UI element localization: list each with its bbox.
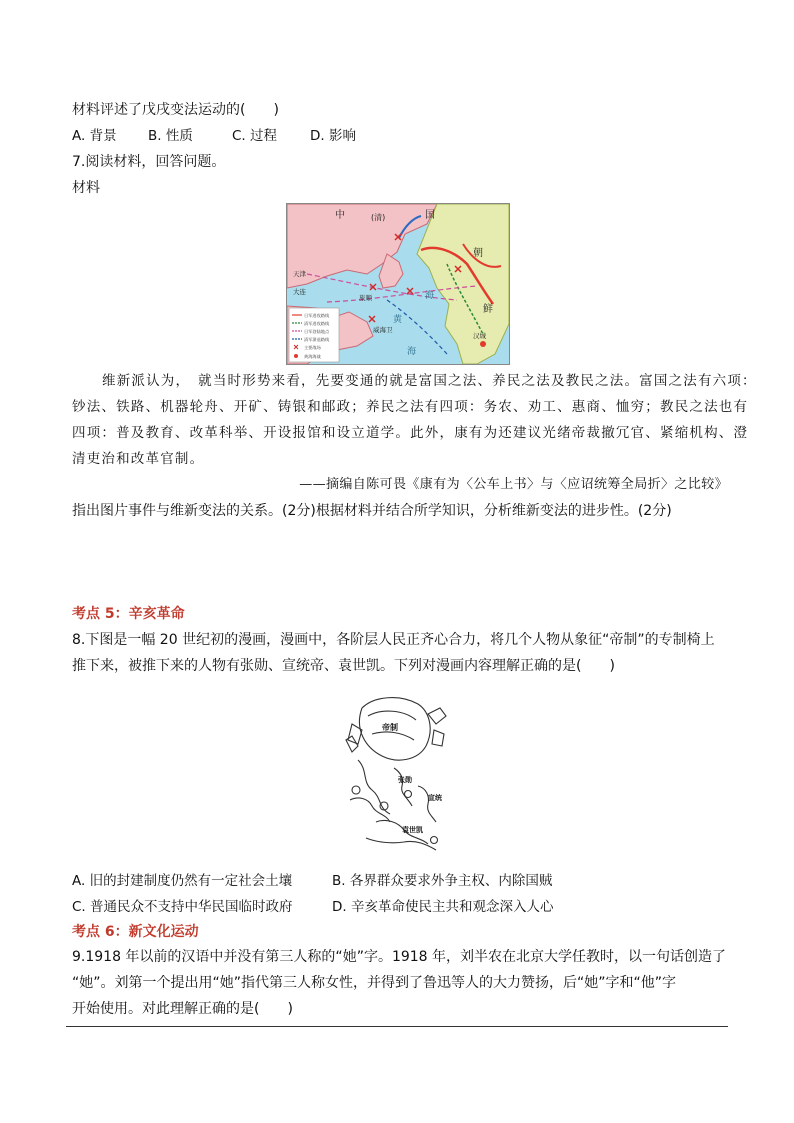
crowd-head-1	[352, 786, 360, 794]
crowd-head-4	[431, 837, 438, 844]
q8-stem-line-1: 8.下图是一幅 20 世纪初的漫画，漫画中，各阶层人民正齐心合力，将几个人物从象征“帝制”的专制椅上	[72, 632, 715, 648]
xuantong-figure	[418, 786, 436, 822]
q8-option-a: A. 旧的封建制度仍然有一定社会土壤	[72, 873, 293, 889]
map-graphic	[287, 204, 509, 364]
figure-right-2	[432, 730, 444, 746]
q7-question: 指出图片事件与维新变法的关系。(2分)根据材料并结合所学知识，分析维新变法的进步性。(2分)	[72, 503, 672, 519]
label-guo: 国	[425, 210, 435, 221]
q7-quote-line-2: 钞法、铁路、机器轮舟、开矿、铸银和邮政；养民之法有四项：务农、劝工、惠商、恤穷；教民之法也有	[72, 399, 749, 415]
label-sea-2: 海	[407, 347, 417, 357]
hancheng-dot	[480, 341, 486, 347]
legend-text-4: 清军溃退路线	[304, 337, 330, 342]
label-sea-3: 海	[425, 291, 435, 301]
q7-stem: 7.阅读材料，回答问题。	[72, 154, 226, 170]
footer-divider	[66, 1026, 728, 1027]
label-china: 中	[335, 210, 345, 221]
q7-source: ——摘编自陈可畏《康有为〈公车上书〉与〈应诏统筹全局折〉之比较》	[299, 477, 728, 492]
q8-option-c: C. 普通民众不支持中华民国临时政府	[72, 899, 293, 915]
q7-quote-line-4: 清吏治和改革官制。	[72, 451, 205, 467]
map-legend	[289, 308, 339, 362]
legend-text-1: 日军进攻路线	[304, 313, 330, 318]
sino-japanese-war-map	[286, 203, 510, 365]
q7-quote-line-3: 四项：普及教育、改革科举、开设报馆和设立道学。此外，康有为还建议光绪帝裁撤冗官、紧缩机构、澄	[72, 425, 749, 441]
q6-option-c: C. 过程	[232, 128, 278, 144]
label-zhangxun: 张勋	[398, 776, 412, 784]
cartoon-graphic	[338, 690, 456, 856]
q8-option-b: B. 各界群众要求外争主权、内除国贼	[332, 873, 553, 889]
label-hancheng: 汉城	[473, 332, 486, 340]
throne-detail-1	[368, 711, 416, 720]
kp6-heading: 考点 6：新文化运动	[72, 924, 199, 940]
label-xian: 鲜	[483, 304, 493, 315]
label-xuantong: 宣统	[428, 794, 442, 802]
crowd-head-3	[405, 791, 412, 798]
q6-stem: 材料评述了戊戌变法运动的( )	[72, 102, 279, 118]
q8-option-d: D. 辛亥革命使民主共和观念深入人心	[332, 899, 554, 915]
label-lushun: 旅顺	[359, 294, 372, 302]
figure-right	[428, 708, 446, 724]
q6-option-a: A. 背景	[72, 128, 117, 144]
label-weihaiwei: 威海卫	[373, 326, 393, 334]
q9-line-2: “她”。刘第一个提出用“她”指代第三人称女性，并得到了鲁迅等人的大力赞扬，后“她”字和“他”字	[72, 975, 677, 991]
legend-text-2: 清军进攻路线	[304, 321, 330, 326]
label-yuanshikai: 袁世凯	[402, 826, 423, 834]
zhangxun-figure	[394, 768, 412, 806]
revolution-cartoon	[338, 690, 456, 856]
q6-option-d: D. 影响	[310, 128, 356, 144]
throne-detail-2	[372, 732, 414, 740]
label-sea-1: 黄	[393, 315, 403, 325]
figure-left-2	[346, 736, 358, 752]
kp5-heading: 考点 5：辛亥革命	[72, 606, 185, 622]
label-chao: 朝	[473, 248, 483, 259]
q9-line-3: 开始使用。对此理解正确的是( )	[72, 1001, 293, 1017]
q8-stem-line-2: 推下来，被推下来的人物有张勋、宣统帝、袁世凯。下列对漫画内容理解正确的是( )	[72, 658, 615, 674]
crowd-bottom	[366, 838, 436, 850]
falling-figure-path	[358, 760, 390, 814]
label-qing: (清)	[371, 213, 386, 222]
q7-quote-line-1: 维新派认为， 就当时形势来看，先要变通的就是富国之法、养民之法及教民之法。富国之法有六项：	[102, 373, 757, 389]
label-dalian: 大连	[293, 288, 306, 296]
q9-line-1: 9.1918 年以前的汉语中并没有第三人称的“她”字。1918 年，刘半农在北京大学任教时，以一句话创造了	[72, 949, 727, 965]
q7-material-label: 材料	[72, 180, 100, 196]
legend-text-5: 主要战场	[304, 345, 321, 350]
legend-text-3: 日军登陆地点	[304, 329, 330, 334]
legend-text-6: 黄海海战	[304, 354, 321, 359]
label-tianjin: 天津	[293, 270, 306, 278]
legend-swatch-6	[294, 354, 298, 358]
q6-option-b: B. 性质	[148, 128, 193, 144]
label-dizhi: 帝制	[382, 723, 398, 732]
